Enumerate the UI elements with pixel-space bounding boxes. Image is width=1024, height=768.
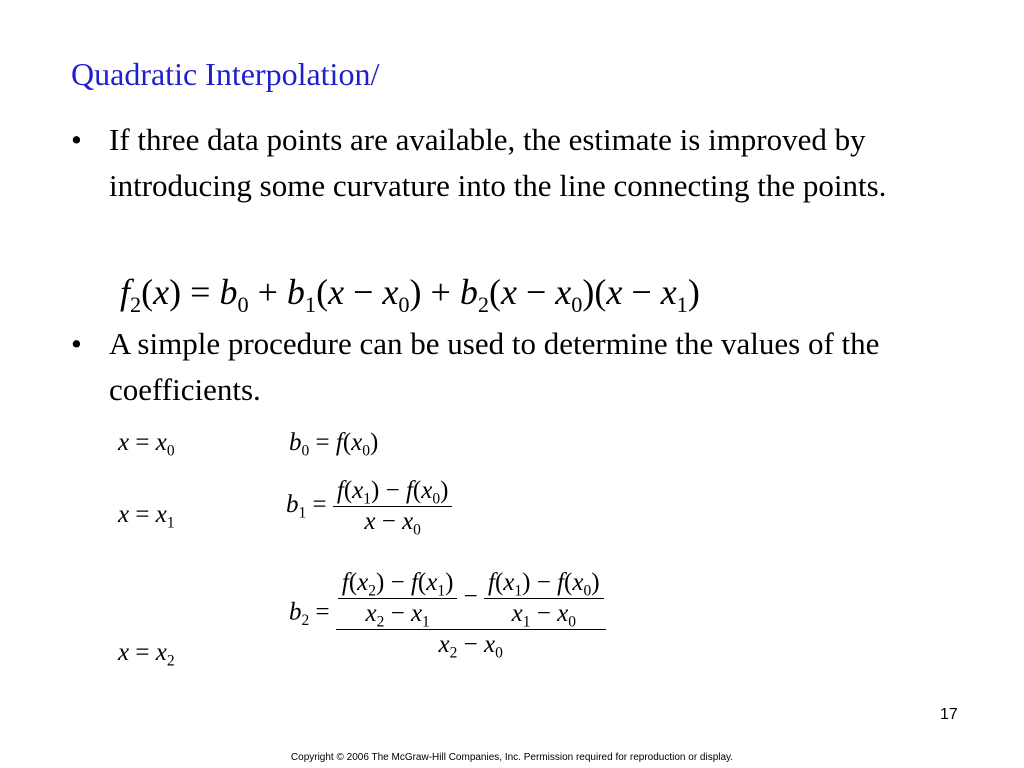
fraction-b2: $\frac{f(x_2) - f(x_1)}{x_2 - x_1}$ − $\frac{f(x_1) - f(x_0)}{x_1 - x_0}$ $x_2 - x_0$ — [336, 568, 606, 660]
bullet-text: If three data points are available, the estimate is improved by introducing some curvature into the line connecting the points. — [109, 122, 887, 203]
bullet-icon: • — [71, 122, 82, 157]
page-number: 17 — [940, 706, 958, 723]
equation-b0: $b_0 = f(x_0)$ — [289, 429, 379, 460]
fraction-b2-right: $\frac{f(x_1) - f(x_0)}{x_1 - x_0}$ — [484, 568, 604, 629]
equation-b2: $b_2$ = $\frac{f(x_2) - f(x_1)}{x_2 - x_1}$ − $\frac{f(x_1) - f(x_0)}{x_1 - x_0}$ $x_2 - x_0$ — [289, 568, 606, 660]
slide-title: Quadratic Interpolation/ — [71, 56, 380, 92]
fraction-b1: $\frac{f(x_1) - f(x_0)}{x - x_0}$ — [333, 476, 453, 537]
fraction-b2-left: $\frac{f(x_2) - f(x_1)}{x_2 - x_1}$ — [338, 568, 458, 629]
condition-x2: $x = x_2$ — [118, 639, 175, 670]
condition-x0: $x = x_0$ — [118, 429, 175, 460]
main-equation: $f_2(x) = b_0 + b_1(x - x_0) + b_2(x - x_0)(x - x_1)$ — [120, 272, 700, 317]
bullet-item — [71, 321, 981, 413]
bullet-item — [71, 117, 981, 209]
copyright-footer: Copyright © 2006 The McGraw-Hill Companies, Inc. Permission required for reproduction or display. — [290, 752, 734, 763]
bullet-icon: • — [71, 326, 82, 361]
equation-b1: $b_1$ = $\frac{f(x_1) - f(x_0)}{x - x_0}$ — [286, 476, 452, 537]
condition-x1: $x = x_1$ — [118, 501, 175, 532]
bullet-text: A simple procedure can be used to determine the values of the coefficients. — [109, 326, 880, 407]
